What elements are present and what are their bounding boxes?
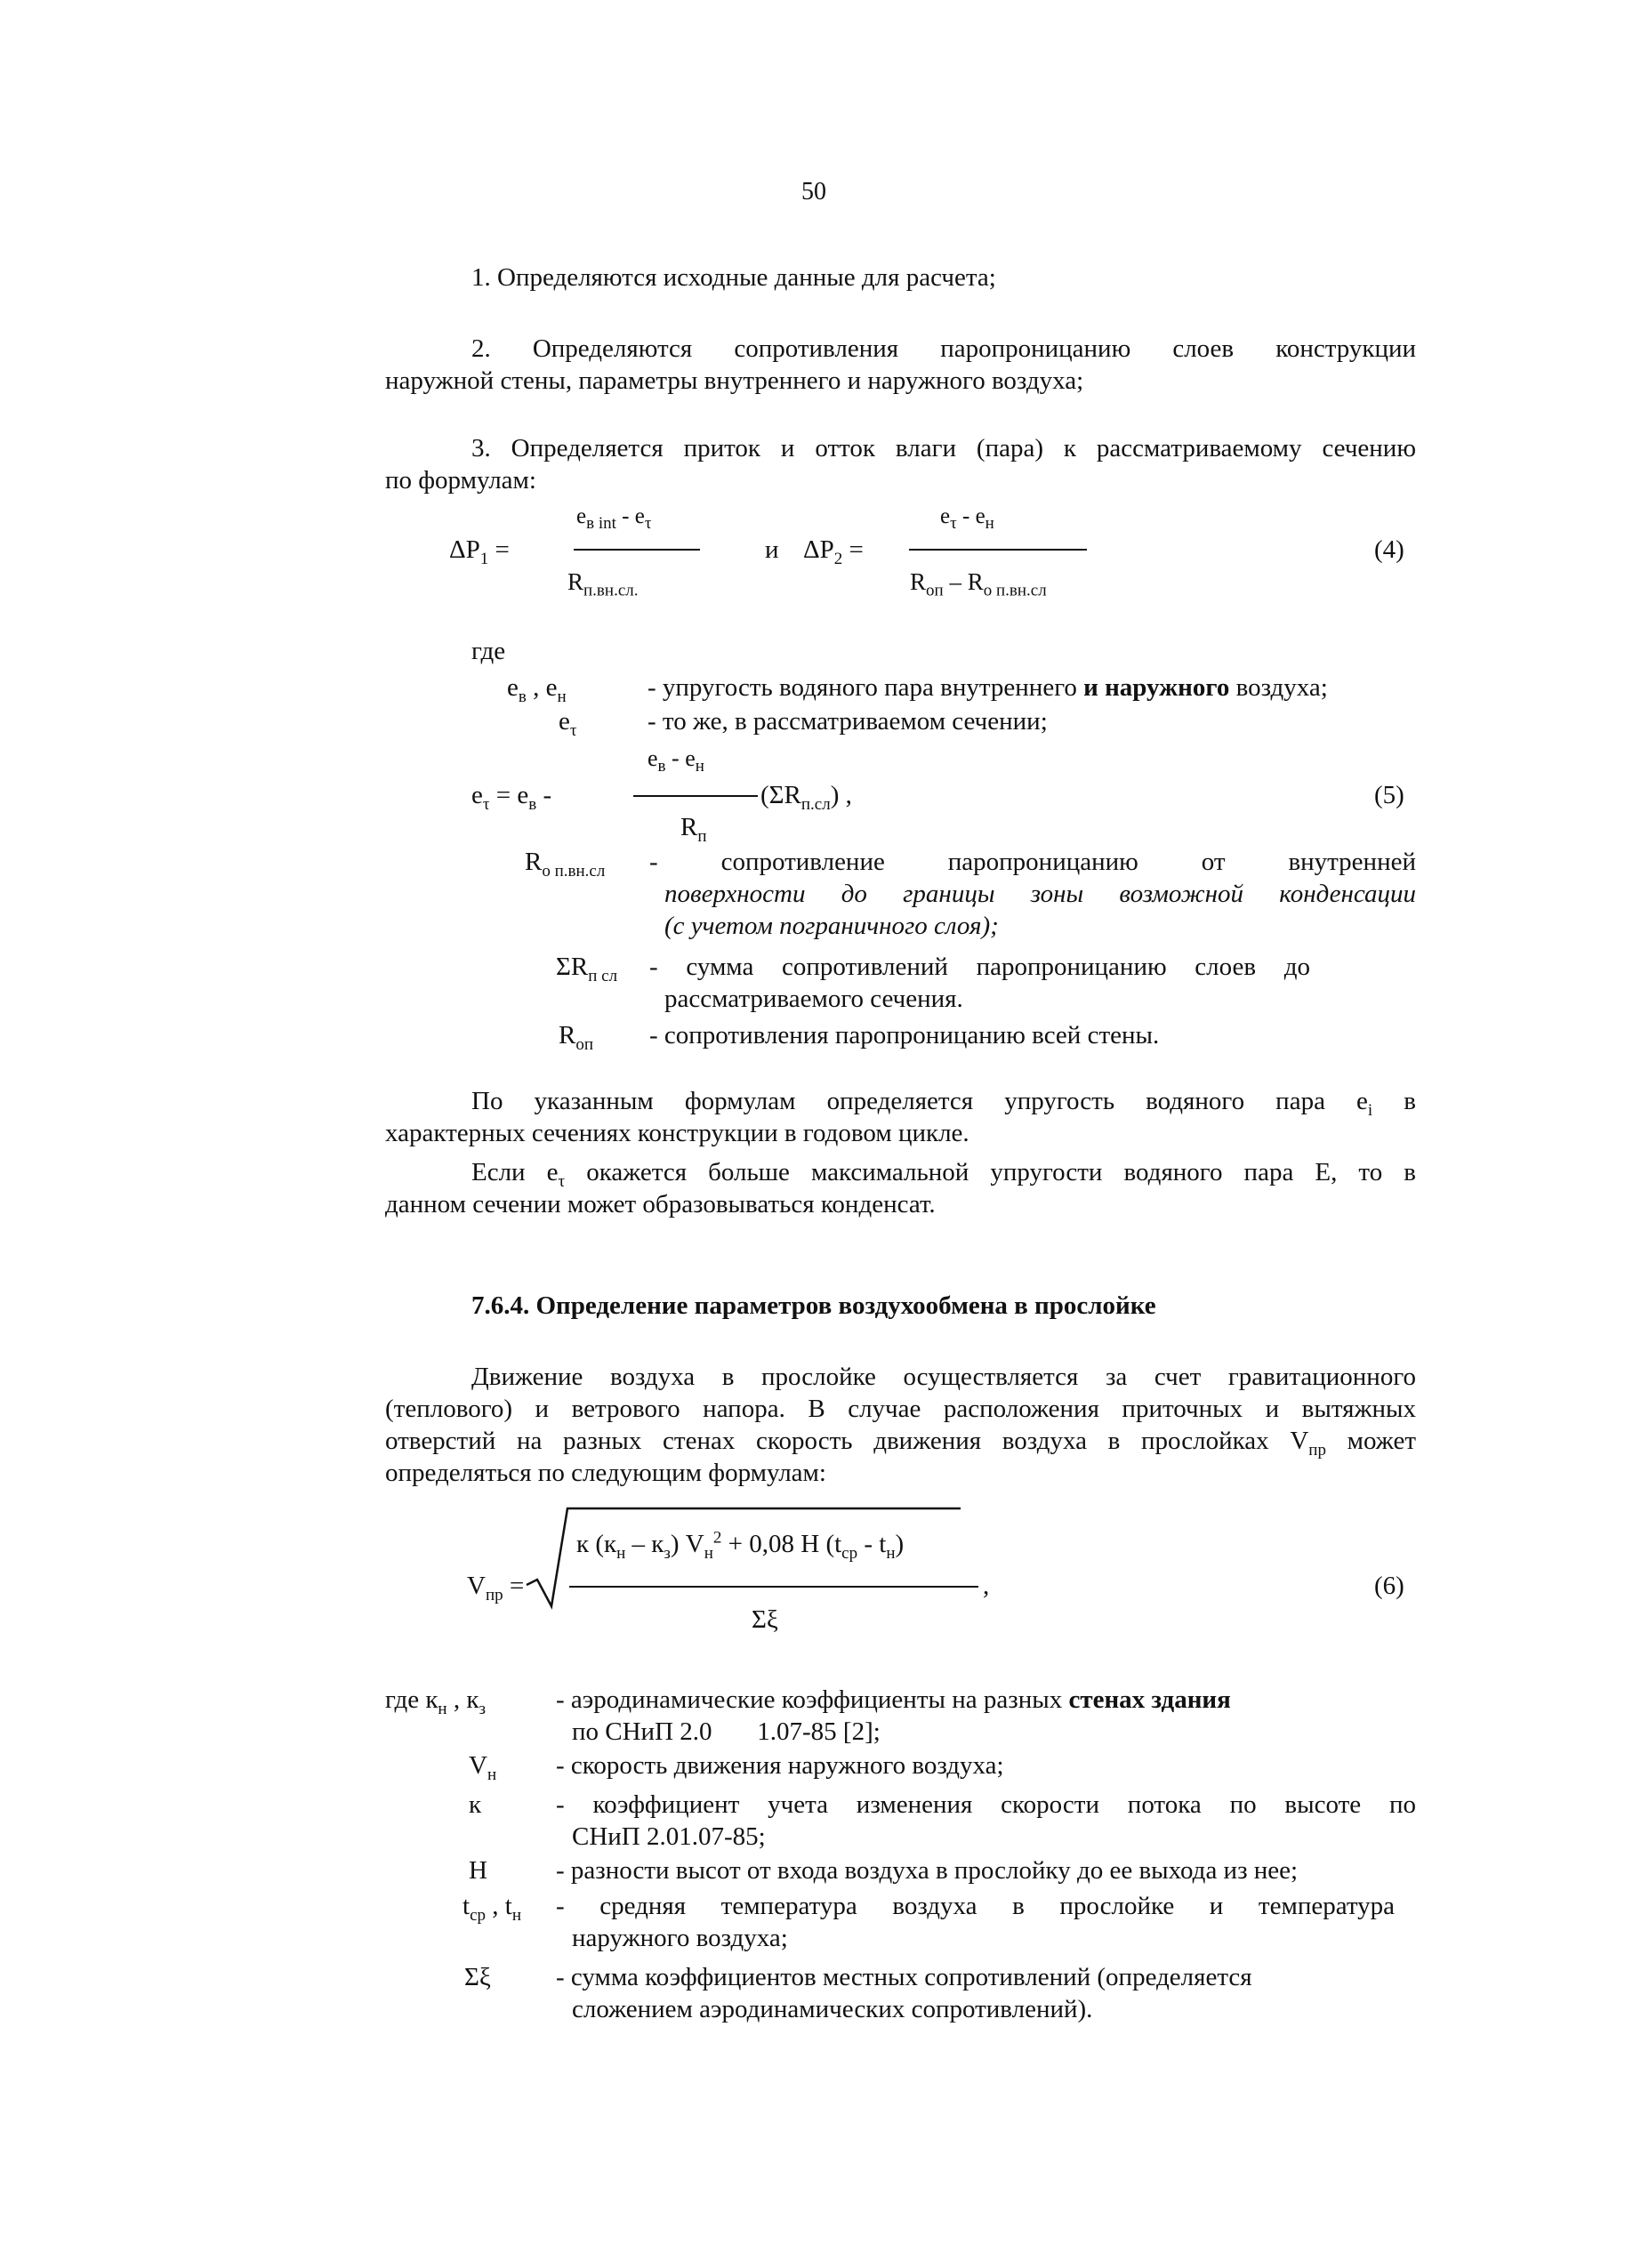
definition-etau: - то же, в рассматриваемом сечении;: [648, 707, 1048, 736]
definition-k-line-2: СНиП 2.01.07-85;: [572, 1822, 766, 1851]
definition-ro-pvnsl-line-3: (с учетом пограничного слоя);: [664, 912, 999, 940]
where-label-3: где $к_н$ , $к_з$: [385, 1685, 486, 1718]
definition-sum-rpsl-line-1: - сумма сопротивлений паропроницанию слоев до: [649, 953, 1310, 981]
symbol-ro-pvnsl: $R_{о п.вн.сл}$: [525, 848, 606, 881]
definition-ev-en: - упругость водяного пара внутреннего и наружного воздуха;: [648, 673, 1328, 702]
paragraph-1-line-4: данном сечении может образовываться конденсат.: [385, 1190, 936, 1218]
symbol-h: H: [469, 1856, 487, 1885]
where-label-1: где: [471, 637, 506, 665]
formula-5-denominator: $R_п$: [680, 813, 707, 846]
formula-4-numerator-2: $e_\tau - e_н$: [940, 504, 994, 533]
formula-4-denominator-2: $R_{оп} - R_{о п.вн.сл}$: [910, 568, 1047, 600]
formula-5-lhs: $e_\tau = e_в$ -: [471, 781, 552, 814]
step-3-line-2: по формулам:: [385, 466, 536, 495]
symbol-k: к: [469, 1790, 482, 1819]
formula-5-tail: $(\Sigma R_{п.сл})$ ,: [760, 781, 852, 814]
paragraph-2-line-2: (теплового) и ветрового напора. В случае расположения приточных и вытяжных: [385, 1395, 1416, 1423]
formula-4-lhs-1: $\Delta P_1$ =: [449, 535, 510, 568]
definition-rop: - сопротивления паропроницанию всей стены.: [649, 1021, 1160, 1050]
definition-tsr-tn-line-2: наружного воздуха;: [572, 1924, 788, 1952]
formula-4-fraction-bar-2: [909, 549, 1087, 551]
formula-4-fraction-bar-1: [574, 549, 700, 551]
step-1: 1. Определяются исходные данные для расчета;: [471, 263, 996, 292]
definition-k-line-1: - коэффициент учета изменения скорости потока по высоте по: [556, 1790, 1416, 1819]
step-2-line-2: наружной стены, параметры внутреннего и наружного воздуха;: [385, 366, 1084, 395]
symbol-ev-en: $e_в$ , $e_н$: [507, 673, 567, 706]
definition-kn-kz-line-1: - аэродинамические коэффициенты на разных стенах здания: [556, 1685, 1231, 1714]
symbol-sum-rpsl: $\Sigma R_{п сл}$: [556, 953, 618, 985]
definition-ro-pvnsl-line-2: поверхности до границы зоны возможной конденсации: [664, 880, 1416, 908]
formula-6-denominator: Σξ: [752, 1605, 778, 1634]
section-heading: 7.6.4. Определение параметров воздухообмена в прослойке: [471, 1291, 1156, 1320]
formula-6-numerator: к $(к_н - к_з) V_н^2 + 0,08$ H $(t_{ср} - t_н)$: [576, 1528, 905, 1563]
symbol-vn: $V_н$: [469, 1751, 497, 1784]
symbol-tsr-tn: $t_{ср}$ , $t_н$: [463, 1892, 521, 1925]
formula-4-number: (4): [1374, 535, 1404, 564]
formula-4-conjunction: и: [765, 535, 779, 564]
paragraph-1-line-2: характерных сечениях конструкции в годовом цикле.: [385, 1119, 969, 1147]
definition-sum-xi-line-2: сложением аэродинамических сопротивлений).: [572, 1995, 1093, 2023]
step-3-line-1: 3. Определяется приток и отток влаги (пара) к рассматриваемому сечению: [471, 434, 1416, 462]
symbol-etau: $e_\tau$: [559, 707, 577, 740]
page-number: 50: [801, 178, 826, 205]
definition-vn: - скорость движения наружного воздуха;: [556, 1751, 1004, 1780]
formula-5-fraction-bar: [633, 795, 758, 797]
definition-tsr-tn-line-1: - средняя температура воздуха в прослойке и температура: [556, 1892, 1395, 1920]
paragraph-1-line-1: По указанным формулам определяется упругость водяного пара $e_i$ в: [471, 1087, 1416, 1120]
definition-ro-pvnsl-line-1: - сопротивление паропроницанию от внутренней: [649, 848, 1416, 876]
definition-sum-xi-line-1: - сумма коэффициентов местных сопротивлений (определяется: [556, 1963, 1252, 1991]
formula-4-numerator-1: $e_{в int} - e_\tau$: [576, 504, 652, 533]
formula-5-numerator: $e_в - e_н$: [648, 745, 704, 776]
formula-6-comma: ,: [983, 1572, 990, 1600]
definition-h: - разности высот от входа воздуха в прослойку до ее выхода из нее;: [556, 1856, 1299, 1885]
formula-6-lhs: $V_{пр}$ =: [467, 1572, 525, 1604]
symbol-rop: $R_{оп}$: [559, 1021, 594, 1054]
step-2-line-1: 2. Определяются сопротивления паропроницанию слоев конструкции: [471, 334, 1416, 363]
paragraph-1-line-3: Если $e_\tau$ окажется больше максимальной упругости водяного пара E, то в: [471, 1158, 1416, 1191]
paragraph-2-line-3: отверстий на разных стенах скорость движения воздуха в прослойках $V_{пр}$ может: [385, 1427, 1416, 1460]
definition-sum-rpsl-line-2: рассматриваемого сечения.: [664, 985, 963, 1013]
formula-5-number: (5): [1374, 781, 1404, 809]
formula-4-denominator-1: $R_{п.вн.сл.}$: [567, 568, 639, 600]
formula-4-lhs-2: $\Delta P_2$ =: [803, 535, 864, 568]
paragraph-2-line-4: определяться по следующим формулам:: [385, 1459, 826, 1487]
symbol-sum-xi: Σξ: [464, 1963, 491, 1991]
formula-6-fraction-bar: [569, 1586, 978, 1588]
paragraph-2-line-1: Движение воздуха в прослойке осуществляется за счет гравитационного: [471, 1363, 1416, 1391]
definition-kn-kz-line-2: по СНиП 2.0 1.07-85 [2];: [572, 1717, 881, 1746]
formula-6-number: (6): [1374, 1572, 1404, 1600]
